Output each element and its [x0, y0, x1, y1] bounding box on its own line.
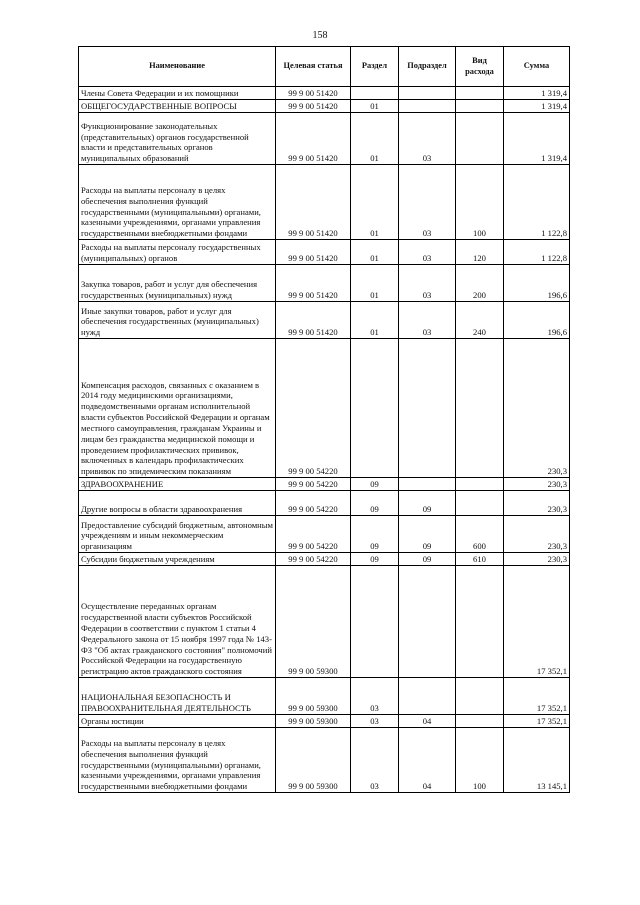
row-target: 99 9 00 51420: [276, 240, 351, 265]
row-target: 99 9 00 54220: [276, 491, 351, 516]
row-target: 99 9 00 51420: [276, 165, 351, 240]
table-row: [79, 165, 570, 240]
row-expense-type: 100: [456, 165, 504, 240]
row-name: ЗДРАВООХРАНЕНИЕ: [79, 478, 276, 491]
row-subsection: [399, 566, 456, 678]
header-name: Наименование: [79, 47, 276, 87]
row-subsection: 04: [399, 715, 456, 728]
row-sum: 1 319,4: [504, 100, 570, 113]
row-subsection: 04: [399, 728, 456, 793]
row-subsection: 03: [399, 302, 456, 339]
header-subsection: Подраздел: [399, 47, 456, 87]
row-sum: 1 122,8: [504, 165, 570, 240]
row-name: Компенсация расходов, связанных с оказанием в 2014 году медицинскими организациями, подведомственными органам исполнительной власти субъектов Российской Федерации и органам местного самоуправления, гражданам Украины и лицам без гражданства медицинской помощи и проведением профилактических прививок, включенных в календарь профилактических прививок по эпидемическим показаниям: [79, 339, 276, 478]
header-sum: Сумма: [504, 47, 570, 87]
table-row: [79, 339, 570, 478]
row-name: НАЦИОНАЛЬНАЯ БЕЗОПАСНОСТЬ И ПРАВООХРАНИТЕЛЬНАЯ ДЕЯТЕЛЬНОСТЬ: [79, 678, 276, 715]
table-row: [79, 678, 570, 715]
row-name: Предоставление субсидий бюджетным, автономным учреждениям и иным некоммерческим организациям: [79, 516, 276, 553]
row-name: Расходы на выплаты персоналу в целях обеспечения выполнения функций государственными (муниципальными) органами, казенными учреждениями, органами управления государственными внебюджетными фондами: [79, 165, 276, 240]
row-expense-type: [456, 678, 504, 715]
row-target: 99 9 00 59300: [276, 678, 351, 715]
row-expense-type: [456, 113, 504, 165]
row-sum: 230,3: [504, 491, 570, 516]
row-subsection: [399, 100, 456, 113]
row-name: Органы юстиции: [79, 715, 276, 728]
row-target: 99 9 00 51420: [276, 265, 351, 302]
row-name: Осуществление переданных органам государственной власти субъектов Российской Федерации в соответствии с пунктом 1 статьи 4 Федерального закона от 15 ноября 1997 года № 143-ФЗ "Об актах гражданского состояния" полномочий Российской Федерации на государственную регистрацию актов гражданского состояния: [79, 566, 276, 678]
row-sum: 17 352,1: [504, 566, 570, 678]
row-sum: 230,3: [504, 478, 570, 491]
row-target: 99 9 00 54220: [276, 478, 351, 491]
row-subsection: 03: [399, 165, 456, 240]
row-section: 01: [351, 265, 399, 302]
row-name: Функционирование законодательных (представительных) органов государственной власти и представительных органов муниципальных образований: [79, 113, 276, 165]
row-expense-type: 200: [456, 265, 504, 302]
row-sum: 13 145,1: [504, 728, 570, 793]
table-header-row: [79, 47, 570, 87]
row-target: 99 9 00 54220: [276, 339, 351, 478]
row-sum: 230,3: [504, 516, 570, 553]
row-subsection: 03: [399, 240, 456, 265]
row-sum: 17 352,1: [504, 678, 570, 715]
table-row: [79, 516, 570, 553]
header-section: Раздел: [351, 47, 399, 87]
row-sum: 17 352,1: [504, 715, 570, 728]
row-subsection: 03: [399, 113, 456, 165]
row-section: 01: [351, 240, 399, 265]
row-name: Иные закупки товаров, работ и услуг для обеспечения государственных (муниципальных) нужд: [79, 302, 276, 339]
row-section: 03: [351, 678, 399, 715]
row-expense-type: [456, 100, 504, 113]
table-row: [79, 265, 570, 302]
row-sum: 196,6: [504, 302, 570, 339]
row-subsection: 03: [399, 265, 456, 302]
row-target: 99 9 00 59300: [276, 566, 351, 678]
row-name: Расходы на выплаты персоналу государственных (муниципальных) органов: [79, 240, 276, 265]
row-name: Субсидии бюджетным учреждениям: [79, 553, 276, 566]
row-expense-type: [456, 478, 504, 491]
table-row: [79, 240, 570, 265]
row-name: Другие вопросы в области здравоохранения: [79, 491, 276, 516]
row-section: 09: [351, 491, 399, 516]
row-expense-type: 600: [456, 516, 504, 553]
row-target: 99 9 00 54220: [276, 516, 351, 553]
row-section: 03: [351, 728, 399, 793]
row-section: 01: [351, 100, 399, 113]
row-section: [351, 87, 399, 100]
row-sum: 230,3: [504, 339, 570, 478]
row-expense-type: [456, 566, 504, 678]
row-subsection: [399, 478, 456, 491]
table-row: [79, 113, 570, 165]
row-target: 99 9 00 51420: [276, 113, 351, 165]
row-section: 09: [351, 478, 399, 491]
row-expense-type: 240: [456, 302, 504, 339]
row-name: Расходы на выплаты персоналу в целях обеспечения выполнения функций государственными (муниципальными) органами, казенными учреждениями, органами управления государственными внебюджетными фондами: [79, 728, 276, 793]
table-row: [79, 566, 570, 678]
row-section: 01: [351, 302, 399, 339]
page-number: 158: [312, 30, 328, 41]
row-expense-type: [456, 491, 504, 516]
row-expense-type: 100: [456, 728, 504, 793]
row-target: 99 9 00 59300: [276, 715, 351, 728]
row-target: 99 9 00 51420: [276, 100, 351, 113]
header-target: Целевая статья: [276, 47, 351, 87]
table-row: [79, 491, 570, 516]
row-sum: 230,3: [504, 553, 570, 566]
row-sum: 1 319,4: [504, 87, 570, 100]
row-expense-type: 610: [456, 553, 504, 566]
row-target: 99 9 00 54220: [276, 553, 351, 566]
row-expense-type: 120: [456, 240, 504, 265]
row-name: Члены Совета Федерации и их помощники: [79, 87, 276, 100]
budget-table: [78, 46, 570, 793]
row-section: 09: [351, 553, 399, 566]
table-row: [79, 302, 570, 339]
table-row: [79, 100, 570, 113]
row-expense-type: [456, 87, 504, 100]
row-subsection: 09: [399, 491, 456, 516]
row-subsection: [399, 339, 456, 478]
row-expense-type: [456, 339, 504, 478]
row-section: [351, 339, 399, 478]
row-subsection: [399, 678, 456, 715]
row-section: 09: [351, 516, 399, 553]
row-section: 01: [351, 113, 399, 165]
table-row: [79, 715, 570, 728]
table-row: [79, 553, 570, 566]
row-target: 99 9 00 59300: [276, 728, 351, 793]
row-section: 03: [351, 715, 399, 728]
row-target: 99 9 00 51420: [276, 87, 351, 100]
row-subsection: 09: [399, 553, 456, 566]
table-row: [79, 728, 570, 793]
row-subsection: 09: [399, 516, 456, 553]
row-sum: 196,6: [504, 265, 570, 302]
table-row: [79, 478, 570, 491]
row-sum: 1 122,8: [504, 240, 570, 265]
header-expense-type: Вид расхода: [456, 47, 504, 87]
row-section: 01: [351, 165, 399, 240]
row-target: 99 9 00 51420: [276, 302, 351, 339]
row-sum: 1 319,4: [504, 113, 570, 165]
row-expense-type: [456, 715, 504, 728]
row-subsection: [399, 87, 456, 100]
row-name: Закупка товаров, работ и услуг для обеспечения государственных (муниципальных) нужд: [79, 265, 276, 302]
row-name: ОБЩЕГОСУДАРСТВЕННЫЕ ВОПРОСЫ: [79, 100, 276, 113]
table-row: [79, 87, 570, 100]
row-section: [351, 566, 399, 678]
